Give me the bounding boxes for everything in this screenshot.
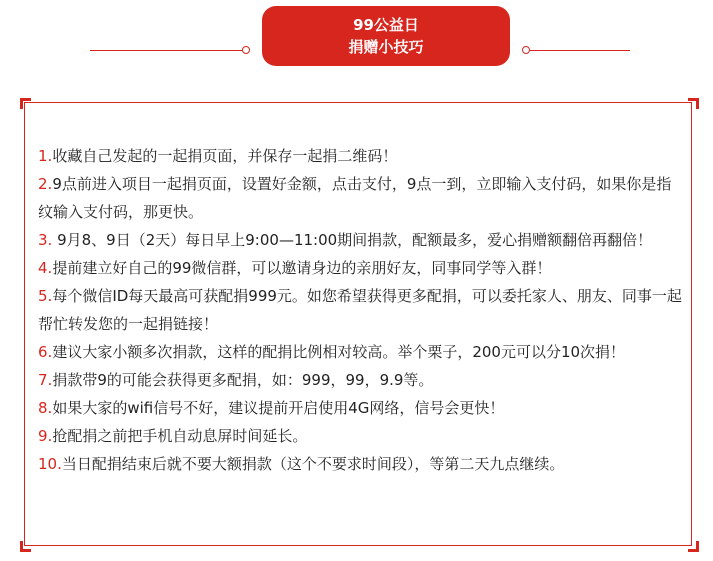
tip-number: 5. [38,287,53,305]
header-left-line [90,50,242,51]
tip-item-5 [38,282,684,338]
tip-item-4 [38,254,684,282]
tip-item-6 [38,338,684,366]
tip-number: 8. [38,399,53,417]
frame-corner-bottom-left [20,541,31,552]
title-line-1: 99公益日 [353,16,419,34]
frame-corner-top-right [688,98,699,109]
header-left-ring-icon [242,46,250,54]
tip-number: 10. [38,455,62,473]
header-right-ring-icon [522,46,530,54]
title-badge [262,6,510,66]
tip-text: 抢配捐之前把手机自动息屏时间延长。 [52,427,308,445]
tip-text: 建议大家小额多次捐款，这样的配捐比例相对较高。举个栗子，200元可以分10次捐！ [52,343,626,361]
tip-item-8 [38,394,684,422]
tip-item-7 [38,366,684,394]
tip-text: 9月8、9日（2天）每日早上9:00—11:00期间捐款，配额最多，爱心捐赠额翻倍再翻倍！ [52,231,653,249]
tip-text: 如果大家的wifi信号不好，建议提前开启使用4G网络，信号会更快！ [52,399,505,417]
tip-item-9 [38,422,684,450]
tip-item-2 [38,170,684,226]
tip-text: 提前建立好自己的99微信群，可以邀请身边的亲朋好友，同事同学等入群！ [52,259,552,277]
tip-text: 捐款带9的可能会获得更多配捐，如：999，99，9.9等。 [52,371,434,389]
tip-text: 每个微信ID每天最高可获配捐999元。如您希望获得更多配捐，可以委托家人、朋友、同事一起帮忙转发您的一起捐链接！ [38,287,682,333]
tip-number: 3. [38,231,53,249]
tip-item-1 [38,142,684,170]
tip-text: 当日配捐结束后就不要大额捐款（这个不要求时间段），等第二天九点继续。 [61,455,565,473]
frame-corner-top-left [20,98,31,109]
tip-number: 9. [38,427,53,445]
tip-item-10 [38,450,684,478]
frame-corner-bottom-right [688,541,699,552]
tip-number: 2. [38,175,53,193]
tip-item-3 [38,226,684,254]
header-right-line [530,50,630,51]
tip-number: 7. [38,371,53,389]
tip-number: 1. [38,147,53,165]
tip-text: 9点前进入项目一起捐页面，设置好金额，点击支付，9点一到，立即输入支付码，如果你是指纹输入支付码，那更快。 [38,175,672,221]
title-line-2: 捐赠小技巧 [348,38,424,56]
tips-list [38,142,684,478]
tip-number: 6. [38,343,53,361]
tip-number: 4. [38,259,53,277]
tip-text: 收藏自己发起的一起捐页面，并保存一起捐二维码！ [52,147,398,165]
